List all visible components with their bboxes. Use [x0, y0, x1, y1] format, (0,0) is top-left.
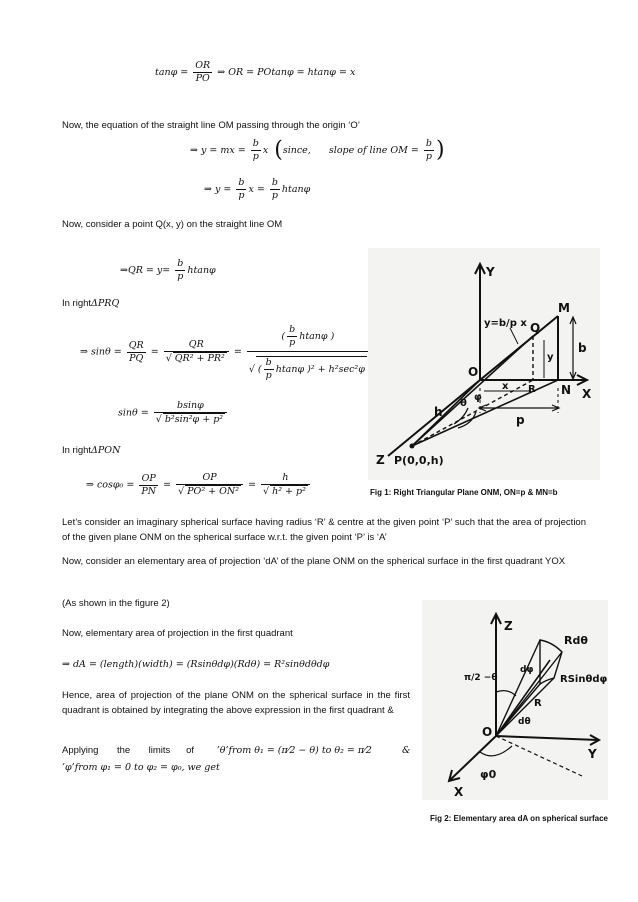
fig2-y-axis-label: Y — [588, 747, 597, 761]
paragraph-point-q: Now, consider a point Q(x, y) on the straight line OM — [62, 219, 283, 230]
paragraph-applying-limits: Applying the limits of ’θ’from θ₁ = (π⁄2 − θ) to θ₂ = π⁄2 & — [62, 745, 411, 756]
fig2-origin-label: O — [482, 725, 493, 739]
fig2-phi0-label: φ0 — [480, 768, 497, 781]
fig1-theta-label: θ — [460, 398, 467, 409]
fig1-point-r-label: R — [528, 384, 536, 395]
paragraph-elementary-area: Now, consider an elementary area of projection ‘dA’ of the plane ONM on the spherical surface in the first quadrant YOX — [62, 556, 566, 567]
equation-sin-theta-full: ⇒ sinθ = $\frac{QR}{PQ}$ = $\frac{QR}{\text{√ QR² + PR²}}$ = ( $\frac{b}{p}$ htanφ ) √ ( $\frac{b}{p}$ htanφ )² + h²sec²φ — [80, 322, 371, 382]
paragraph-spherical-surface: Let’s consider an imaginary spherical surface having radius ‘R’ & centre at the given point ‘P’ such that the area of projection of the given plane ONM on the spherical surface w.r.t. the given point ‘P’ is ‘A’ — [62, 517, 586, 543]
fig1-z-axis-label: Z — [376, 453, 385, 467]
fig1-origin-label: O — [468, 365, 479, 379]
equation-sin-theta-simplified: sinθ = $\frac{bsin\varphi}{\text{√ b²sin²φ + p²}}$ — [118, 400, 229, 426]
fig1-h-label: h — [434, 405, 443, 419]
fig2-r-label: R — [534, 698, 542, 709]
fig2-rsindphi-label: RSinθdφ — [560, 674, 608, 685]
equation-da: ⇒ dA = (length)(width) = (Rsinθdφ)(Rdθ) = R²sinθdθdφ — [62, 659, 330, 670]
fig1-x-label: x — [502, 381, 509, 392]
fig1-x-axis-label: X — [582, 387, 592, 401]
fig1-point-n-label: N — [561, 383, 572, 397]
fig1-phi-label: φ — [474, 392, 482, 403]
fig2-rdtheta-label: Rdθ — [564, 634, 588, 647]
figure-1-caption: Fig 1: Right Triangular Plane ONM, ON=p & MN=b — [370, 488, 558, 497]
equation-qr: ⇒QR = y= $\frac{b}{p}$ htanφ — [120, 258, 216, 282]
paragraph-integration: Hence, area of projection of the plane ONM on the spherical surface in the first quadrant is obtained by integrating the above expression in the first quadrant & — [62, 690, 410, 716]
fig1-point-p-label: P(0,0,h) — [394, 454, 444, 467]
fig1-p-label: p — [516, 413, 525, 427]
fig1-point-m-label: M — [558, 301, 570, 315]
figure-2-elementary-area — [422, 600, 608, 800]
fig1-line-equation-label: y=b/p x — [484, 318, 527, 329]
equation-cos-phi0: ⇒ cosφ₀ = $\frac{OP}{PN}$ = $\frac{OP}{\text{√ PO² + ON²}}$ = $\frac{h}{\text{√ h² + p²}}$ — [86, 472, 312, 498]
fig2-z-axis-label: Z — [504, 619, 513, 633]
figure-1-svg — [368, 248, 600, 480]
fig2-x-axis-label: X — [454, 785, 464, 799]
point-p-marker — [410, 444, 415, 449]
fig1-point-q-label: Q — [530, 321, 541, 335]
figure-1-right-triangle — [368, 248, 600, 480]
fig1-b-label: b — [578, 341, 587, 355]
equation-phi-limits: ’φ’from φ₁ = 0 to φ₂ = φ₀, we get — [62, 762, 220, 773]
fig2-dtheta-label: dθ — [518, 717, 531, 727]
paragraph-elementary-projection: Now, elementary area of projection in the first quadrant — [62, 628, 293, 639]
equation-tan-phi: tanφ = $\frac{OR}{PO}$ ⇒ OR = POtanφ = htanφ = x — [155, 60, 356, 84]
paragraph-line-om: Now, the equation of the straight line OM passing through the origin ‘O’ — [62, 120, 360, 131]
fig2-dphi-label: dφ — [520, 665, 534, 675]
paragraph-right-prq: In rightΔPRQ — [62, 298, 120, 309]
equation-y-htan: ⇒ y = $\frac{b}{p}$ x = $\frac{b}{p}$ htanφ — [204, 177, 311, 201]
equation-line-slope: ⇒ y = mx = $\frac{b}{p}$ x (since, slope of line OM = $\frac{b}{p}$ ) — [190, 137, 445, 163]
figure-2-caption: Fig 2: Elementary area dA on spherical surface — [430, 814, 608, 823]
paragraph-right-pon: In rightΔPON — [62, 445, 121, 456]
fig1-y-axis-label: Y — [486, 265, 495, 279]
fig1-y-label: y — [547, 352, 554, 363]
fig2-pi-half-theta-label: π/2 −θ — [464, 673, 498, 683]
figure-2-svg — [422, 600, 608, 800]
paragraph-figure-2-ref: (As shown in the figure 2) — [62, 598, 170, 609]
